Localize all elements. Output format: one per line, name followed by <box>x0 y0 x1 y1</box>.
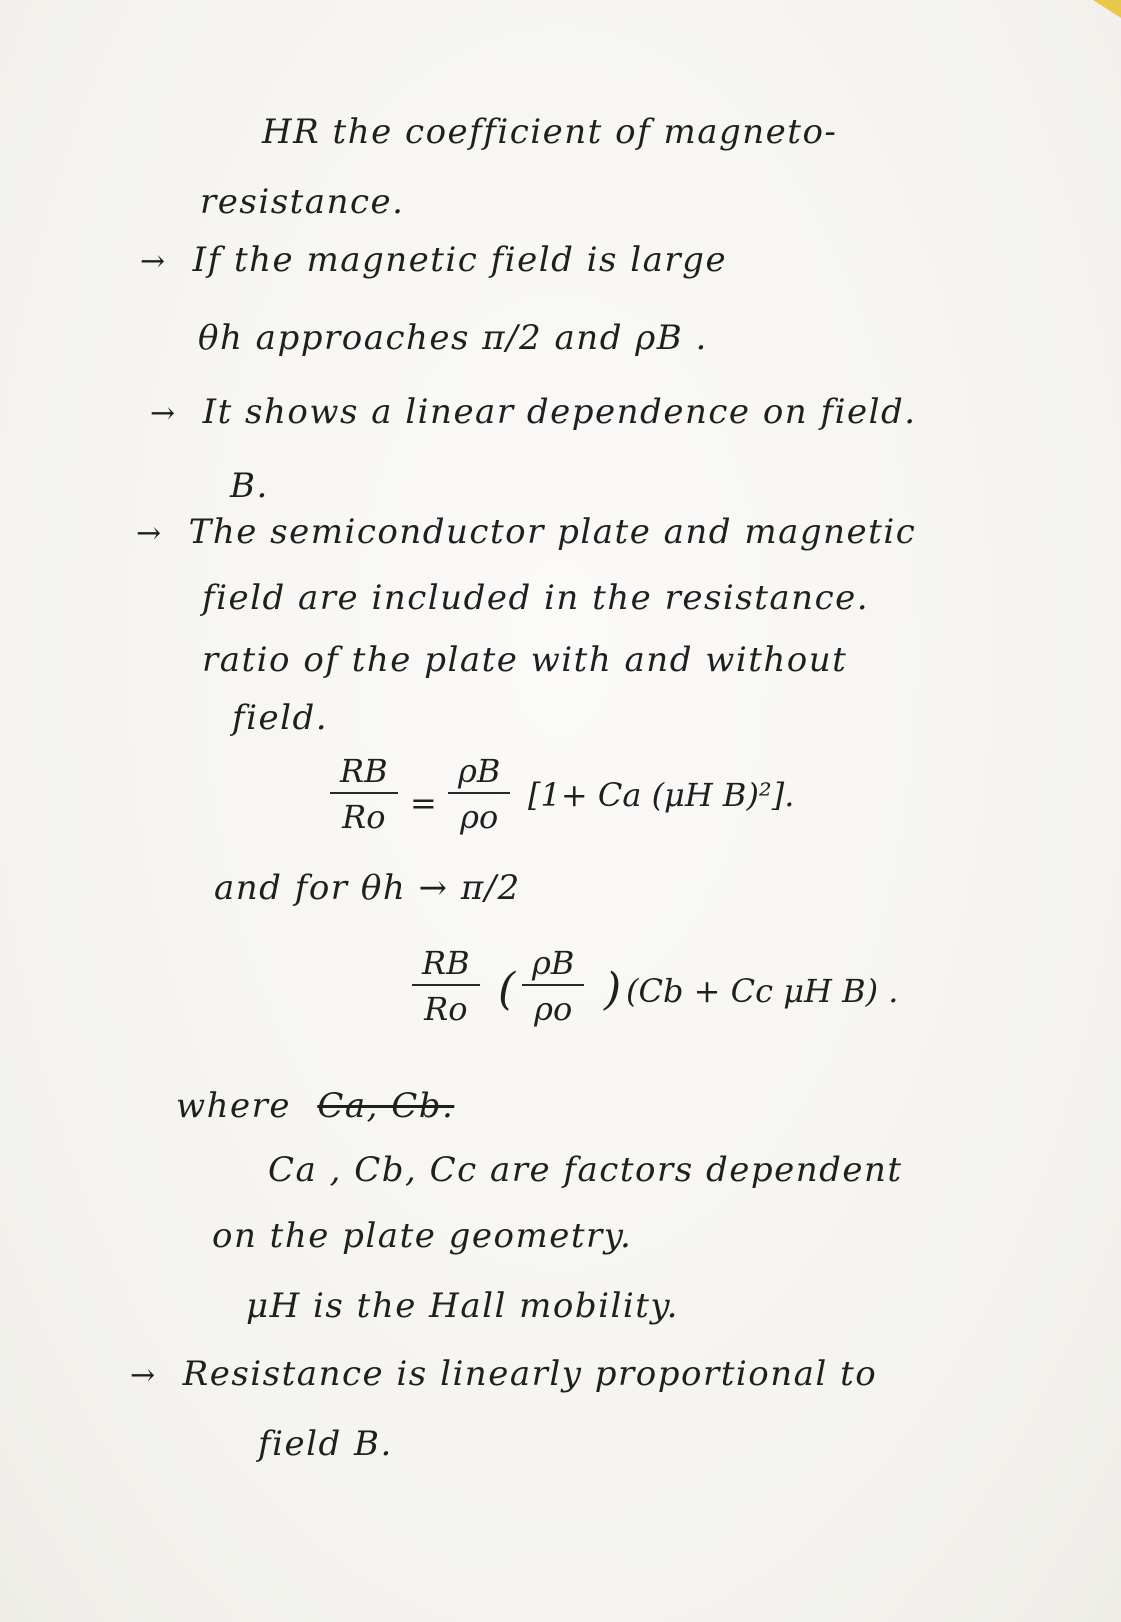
eq2-close-paren: ) <box>604 964 622 1015</box>
note-line-15: Resistance is linearly proportional to <box>182 1354 878 1394</box>
note-line-6: B. <box>230 466 269 506</box>
arrow-icon: → <box>136 516 163 551</box>
note-line-4: θh approaches π/2 and ρB . <box>198 318 708 358</box>
eq2-lhs-fraction <box>412 944 480 1028</box>
eq2-lhs-numerator: RB <box>412 944 480 986</box>
note-line-2: resistance. <box>200 182 405 222</box>
eq1-rhs-fraction <box>448 752 510 836</box>
eq1-lhs-fraction <box>330 752 398 836</box>
note-line-1: HR the coefficient of magneto- <box>262 112 838 152</box>
note-where <box>176 1086 454 1126</box>
note-line-13: on the plate geometry. <box>212 1216 633 1256</box>
note-line-14: μH is the Hall mobility. <box>246 1286 679 1326</box>
note-bullet-2 <box>150 392 917 432</box>
eq1-lhs-denominator: Ro <box>342 798 386 836</box>
eq1-rhs-denominator: ρo <box>460 798 499 836</box>
note-bullet-1 <box>140 240 727 280</box>
note-line-16: field B. <box>258 1424 393 1464</box>
eq2-rhs-fraction <box>522 944 584 1028</box>
eq2-rhs-numerator: ρB <box>522 944 584 986</box>
note-line-9: ratio of the plate with and without <box>202 640 848 680</box>
note-line-10: field. <box>232 698 329 738</box>
note-line-7: The semiconductor plate and magnetic <box>188 512 917 552</box>
arrow-icon: → <box>130 1358 157 1393</box>
arrow-icon: → <box>150 396 177 431</box>
note-line-12: Ca , Cb, Cc are factors dependent <box>268 1150 903 1190</box>
eq1-equals: = <box>410 784 437 822</box>
page-corner-fold <box>1081 0 1121 24</box>
where-label: where <box>176 1086 291 1126</box>
eq2-product-term: (Cb + Cc μH B) . <box>626 972 899 1010</box>
note-bullet-3 <box>136 512 916 552</box>
arrow-icon: → <box>140 244 167 279</box>
note-line-3: If the magnetic field is large <box>192 240 728 280</box>
note-line-11: and for θh → π/2 <box>214 868 521 908</box>
note-line-5: It shows a linear dependence on field. <box>202 392 917 432</box>
eq1-lhs-numerator: RB <box>330 752 398 794</box>
eq2-open-paren: ( <box>498 964 516 1015</box>
note-bullet-4 <box>130 1354 877 1394</box>
eq2-rhs-denominator: ρo <box>534 990 573 1028</box>
struck-text: Ca, Cb. <box>317 1086 455 1126</box>
eq1-rhs-numerator: ρB <box>448 752 510 794</box>
note-line-8: field are included in the resistance. <box>202 578 870 618</box>
eq1-bracket-term: [1+ Ca (μH B)²]. <box>528 776 795 814</box>
eq2-lhs-denominator: Ro <box>424 990 468 1028</box>
